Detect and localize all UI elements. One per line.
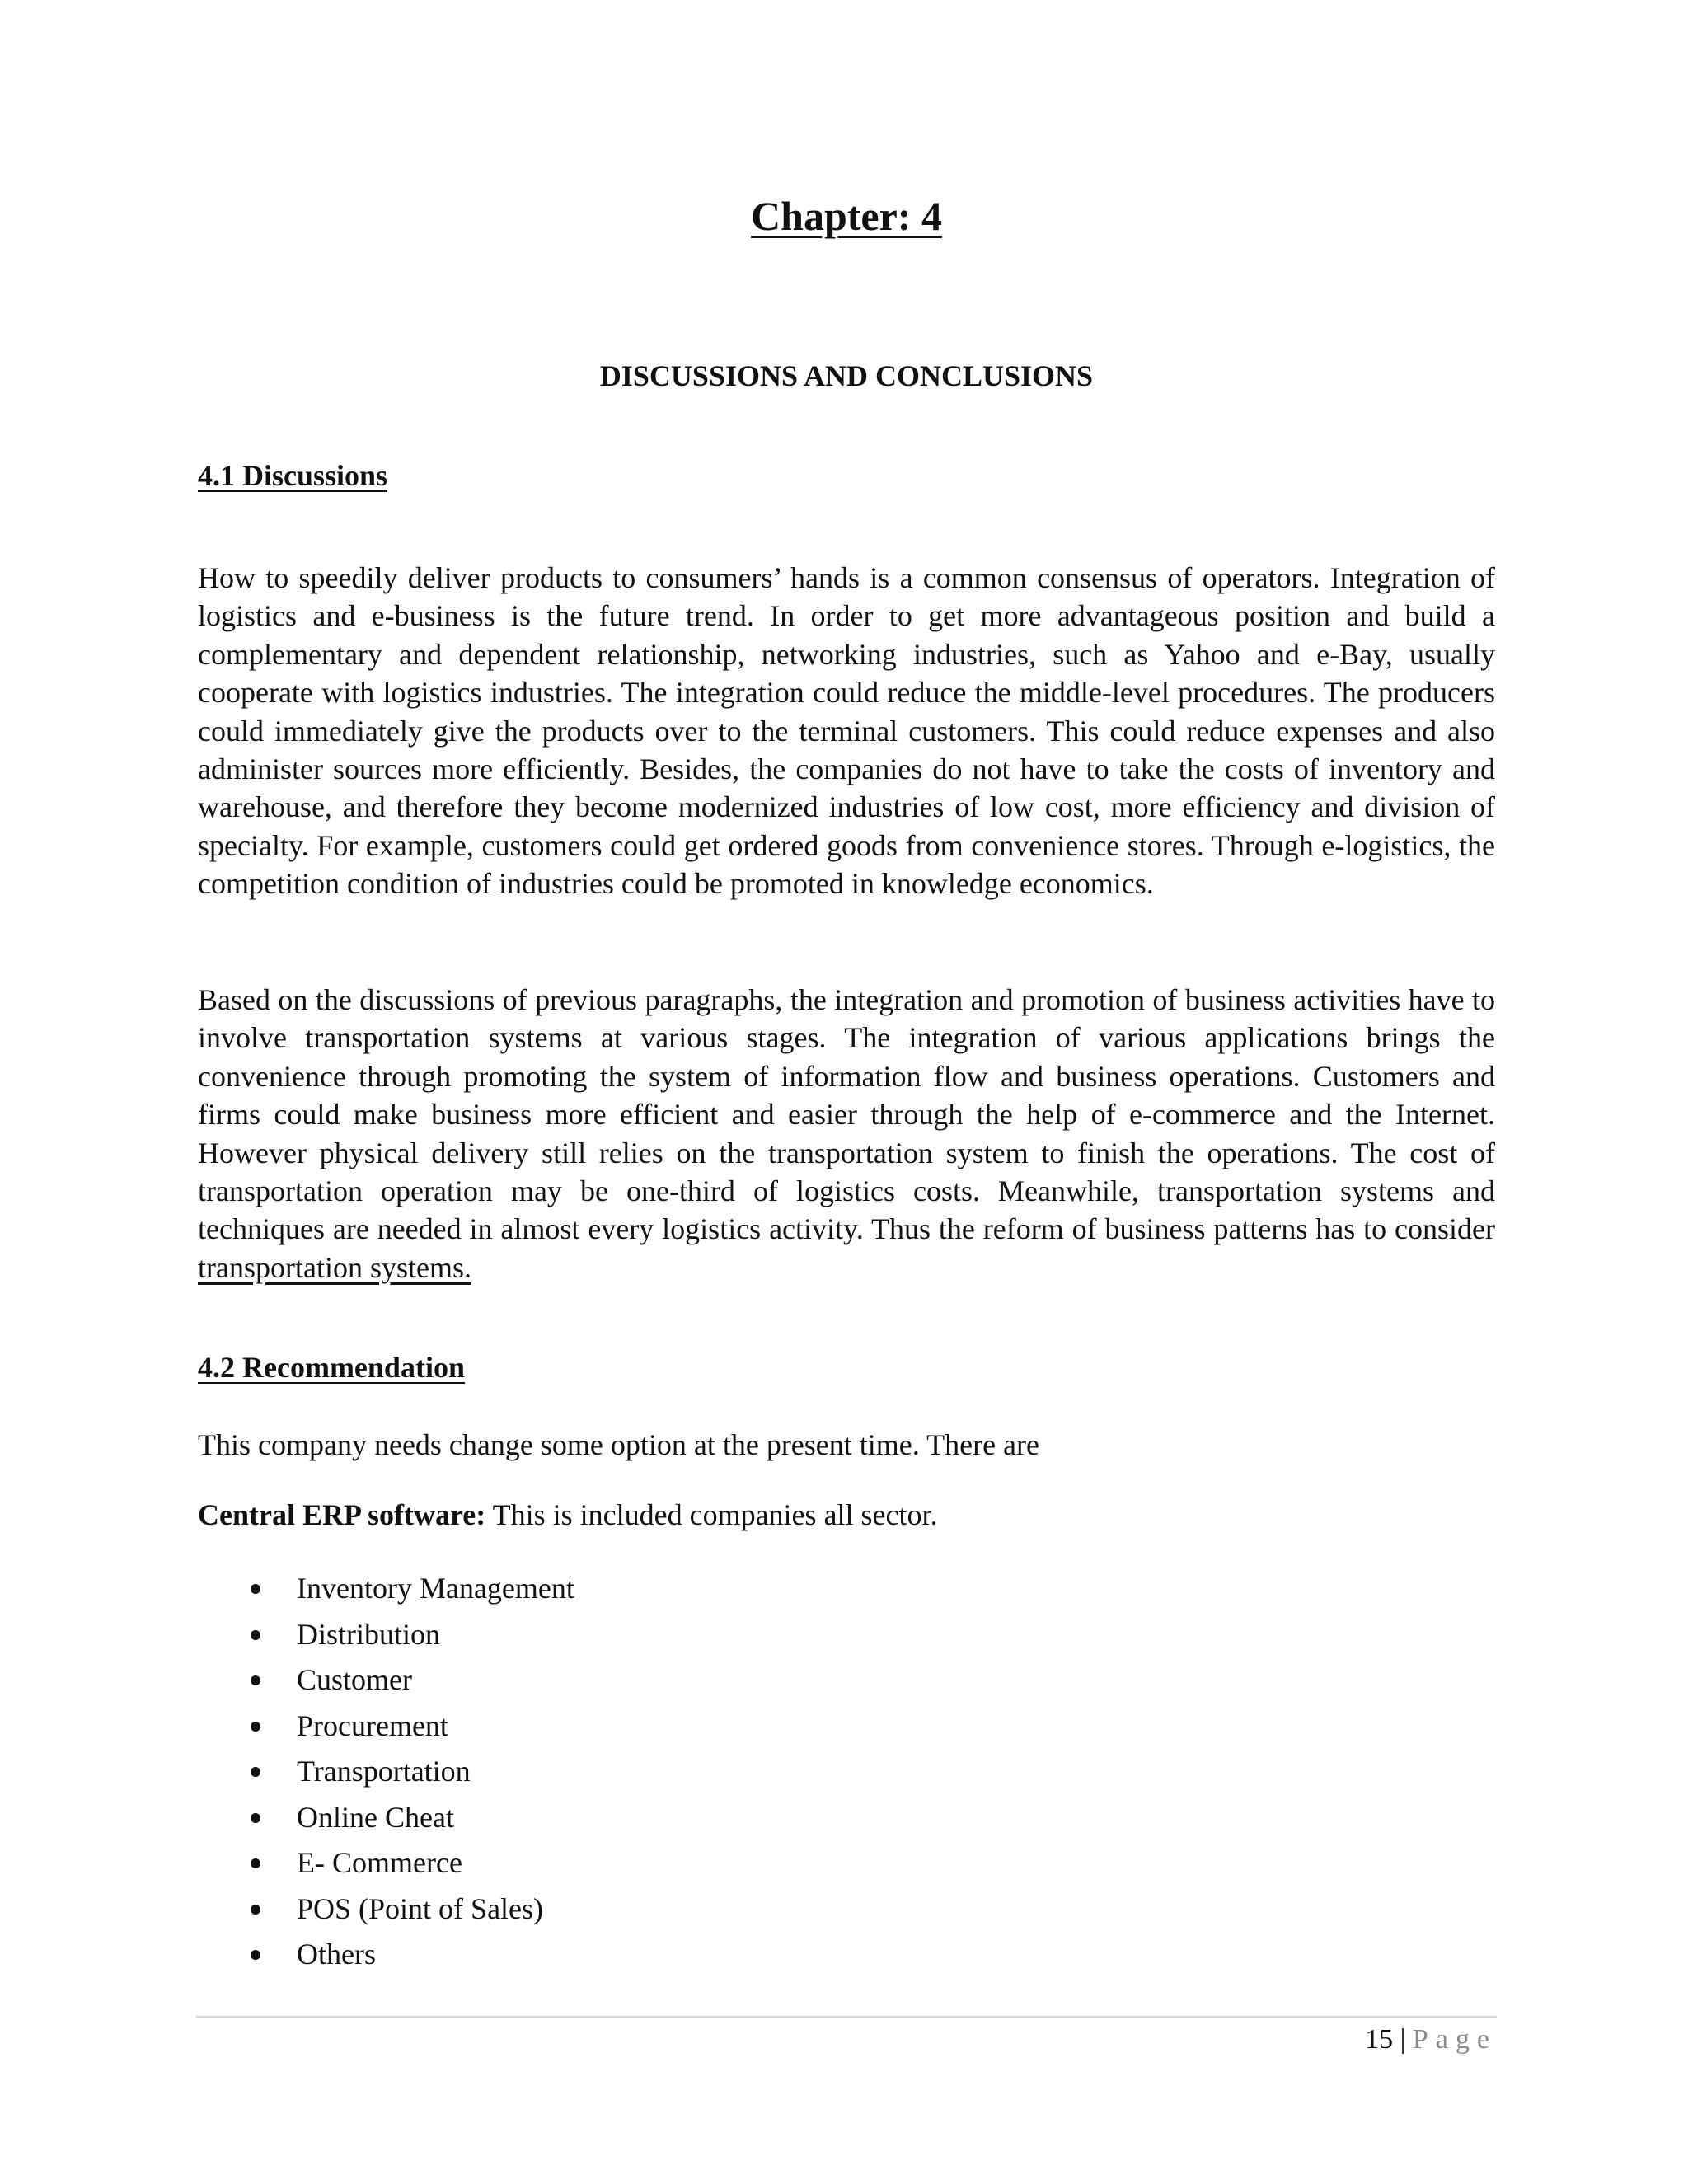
- list-item: [198, 1707, 574, 1753]
- list-item-text: Transportation: [297, 1755, 471, 1788]
- list-item-text: Online Cheat: [297, 1800, 454, 1834]
- list-item: [198, 1798, 574, 1844]
- section-heading-recommendation: 4.2 Recommendation: [198, 1351, 465, 1384]
- list-item: [198, 1569, 574, 1615]
- list-item: [198, 1844, 574, 1890]
- erp-line: [198, 1496, 938, 1534]
- list-item-text: Inventory Management: [297, 1572, 574, 1605]
- bullet-icon: [251, 1675, 260, 1685]
- footer-separator: |: [1393, 2024, 1413, 2055]
- page-number: 15: [1365, 2024, 1394, 2055]
- bullet-icon: [251, 1722, 260, 1732]
- bullet-icon: [251, 1630, 260, 1640]
- list-item: [198, 1615, 574, 1661]
- list-item: [198, 1661, 574, 1707]
- list-item-text: Customer: [297, 1663, 412, 1696]
- list-item-text: Distribution: [297, 1617, 441, 1651]
- list-item: [198, 1752, 574, 1798]
- bullet-icon: [251, 1767, 260, 1777]
- bullet-icon: [251, 1905, 260, 1915]
- section-heading-discussions: 4.1 Discussions: [198, 459, 388, 492]
- page-label: Page: [1412, 2024, 1497, 2055]
- list-item-text: Others: [297, 1938, 376, 1971]
- discussion-paragraph-1: How to speedily deliver products to consumers’ hands is a common consensus of operators. Integration of logistics and e-business is the future trend. In order to get more advantageous position and build a complementary and dependent relationship, networking industries, such as Yahoo and e-Bay, usually cooperate with logistics industries. The integration could reduce the middle-level procedures. The producers could immediately give the products over to the terminal customers. This could reduce expenses and also administer sources more efficiently. Besides, the companies do not have to take the costs of inventory and warehouse, and therefore they become modernized industries of low cost, more efficiency and division of specialty. For example, customers could get ordered goods from convenience stores. Through e-logistics, the competition condition of industries could be promoted in knowledge economics.: [198, 561, 1495, 901]
- discussion-paragraph-2: [198, 981, 1495, 1286]
- bullet-icon: [251, 1950, 260, 1960]
- bullet-icon: [251, 1584, 260, 1594]
- erp-label: Central ERP software:: [198, 1498, 486, 1531]
- footer-divider: [196, 2016, 1497, 2018]
- recommendation-list: [198, 1569, 574, 1981]
- list-item-text: Procurement: [297, 1708, 448, 1742]
- list-item: [198, 1935, 574, 1981]
- recommendation-intro: This company needs change some option at the present time. There are: [198, 1428, 1039, 1461]
- list-item-text: POS (Point of Sales): [297, 1891, 544, 1925]
- discussion-paragraph-2-end: transportation systems.: [198, 1250, 471, 1284]
- bullet-icon: [251, 1858, 260, 1868]
- chapter-subtitle: DISCUSSIONS AND CONCLUSIONS: [599, 359, 1094, 392]
- list-item-text: E- Commerce: [297, 1846, 462, 1879]
- discussion-paragraph-2-text: Based on the discussions of previous paragraphs, the integration and promotion of business activities have to involve transportation systems at various stages. The integration of various applications brings the convenience through promoting the system of information flow and business operations. Customers and firms could make business more efficient and easier through the help of e-commerce and the Internet. However physical delivery still relies on the transportation system to finish the operations. The cost of transportation operation may be one-third of logistics costs. Meanwhile, transportation systems and techniques are needed in almost every logistics activity. Thus the reform of business patterns has to consider: [198, 983, 1495, 1246]
- erp-text: This is included companies all sector.: [485, 1498, 938, 1531]
- list-item: [198, 1890, 574, 1936]
- page-footer: [1365, 2024, 1497, 2055]
- bullet-icon: [251, 1813, 260, 1823]
- chapter-title: Chapter: 4: [751, 193, 942, 239]
